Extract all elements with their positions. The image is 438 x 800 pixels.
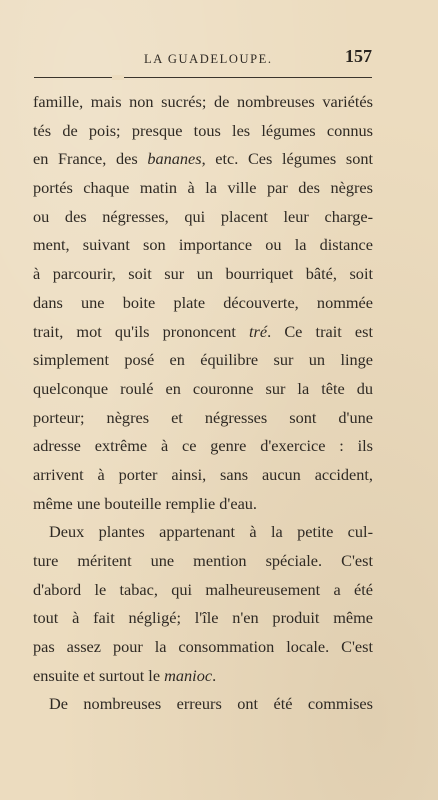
text-line: famille, mais non sucrés; de nombreuses variétés: [33, 92, 373, 111]
page-header: [32, 46, 374, 70]
text-line: en France, des bananes, etc. Ces légumes sont: [33, 149, 373, 169]
text-line: Deux plantes appartenant à la petite cul-: [49, 522, 373, 542]
page-number: 157: [345, 46, 372, 66]
header-rule-break: [112, 75, 124, 80]
text-line: même une bouteille remplie d'eau.: [33, 493, 258, 513]
text-line: porteur; nègres et négresses sont d'une: [33, 407, 373, 427]
text-line: De nombreuses erreurs ont été commises: [49, 694, 373, 714]
body-text: [33, 88, 373, 719]
text-line: adresse extrême à ce genre d'exercice : ils: [33, 436, 373, 456]
text-line: ou des négresses, qui placent leur charge-: [33, 206, 373, 226]
text-line: simplement posé en équilibre sur un linge: [33, 350, 373, 370]
text-line: arrivent à porter ainsi, sans aucun accident,: [33, 464, 373, 484]
header-rule: [34, 77, 372, 78]
text-line: pas assez pour la consommation locale. C'est: [33, 637, 373, 657]
italic-word: manioc: [164, 665, 213, 685]
italic-word: tré: [249, 321, 268, 341]
text-line: à parcourir, soit sur un bourriquet bâté, soit: [33, 264, 373, 284]
text-line: dans une boite plate découverte, nommée: [33, 292, 373, 312]
text-line: d'abord le tabac, qui malheureusement a été: [33, 579, 373, 599]
text-line: portés chaque matin à la ville par des nègres: [33, 178, 373, 198]
text-line: ensuite et surtout le manioc.: [33, 665, 217, 685]
text-line: tés de pois; presque tous les légumes connus: [33, 120, 373, 140]
text-line: ture méritent une mention spéciale. C'est: [33, 551, 373, 570]
running-title: LA GUADELOUPE.: [144, 52, 273, 66]
text-line: trait, mot qu'ils prononcent tré. Ce trait est: [33, 321, 373, 341]
text-line: tout à fait négligé; l'île n'en produit même: [33, 608, 373, 628]
text-line: quelconque roulé en couronne sur la tête du: [33, 378, 373, 398]
text-line: ment, suivant son importance ou la distance: [33, 235, 373, 255]
italic-word: bananes: [147, 149, 202, 169]
